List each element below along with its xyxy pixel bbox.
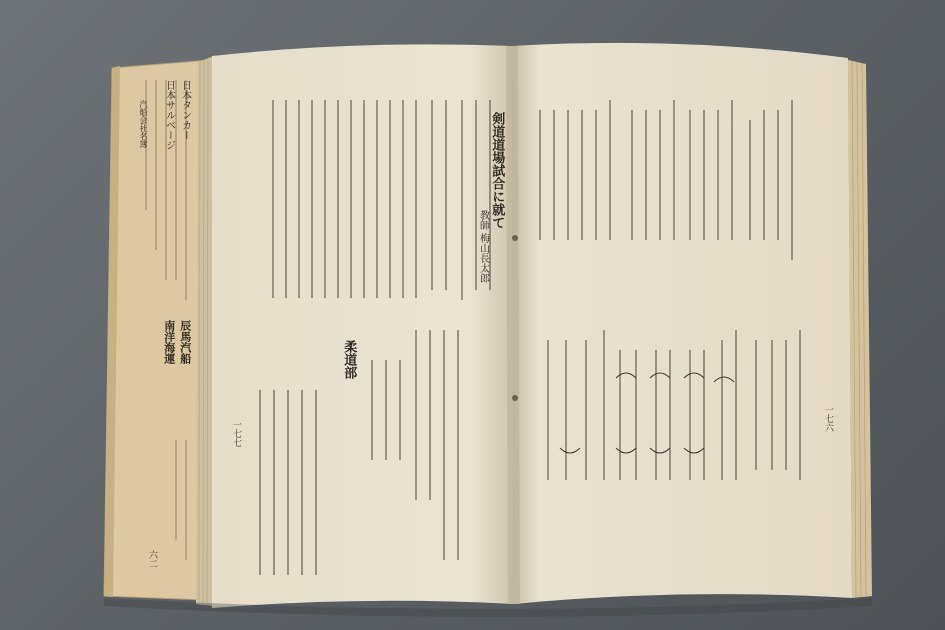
insert-line: 南洋海運 <box>162 320 176 364</box>
right-page-number: 一七六 <box>823 405 833 432</box>
judo-heading: 柔道部 <box>341 340 357 379</box>
book-cover <box>104 60 210 600</box>
left-page-number: 一七七 <box>231 420 241 447</box>
insert-line: 日本タンカー <box>179 80 191 140</box>
insert-line: 辰馬汽船 <box>178 320 192 364</box>
insert-page-number: 六二 <box>147 550 157 568</box>
binding-hole <box>512 235 518 241</box>
binding-hole <box>512 395 518 401</box>
insert-line: 汽船会社名簿 <box>139 100 148 148</box>
left-page <box>212 44 514 608</box>
article-title: 剣道道場試合に就て <box>489 112 505 229</box>
book-gutter <box>506 46 520 604</box>
right-page <box>512 43 852 604</box>
article-author: 教師 梅山長太郎 <box>477 210 489 284</box>
insert-line: 日本サルベージ <box>163 80 175 150</box>
page-stack-right <box>848 60 872 598</box>
page-stack-left <box>196 56 214 606</box>
